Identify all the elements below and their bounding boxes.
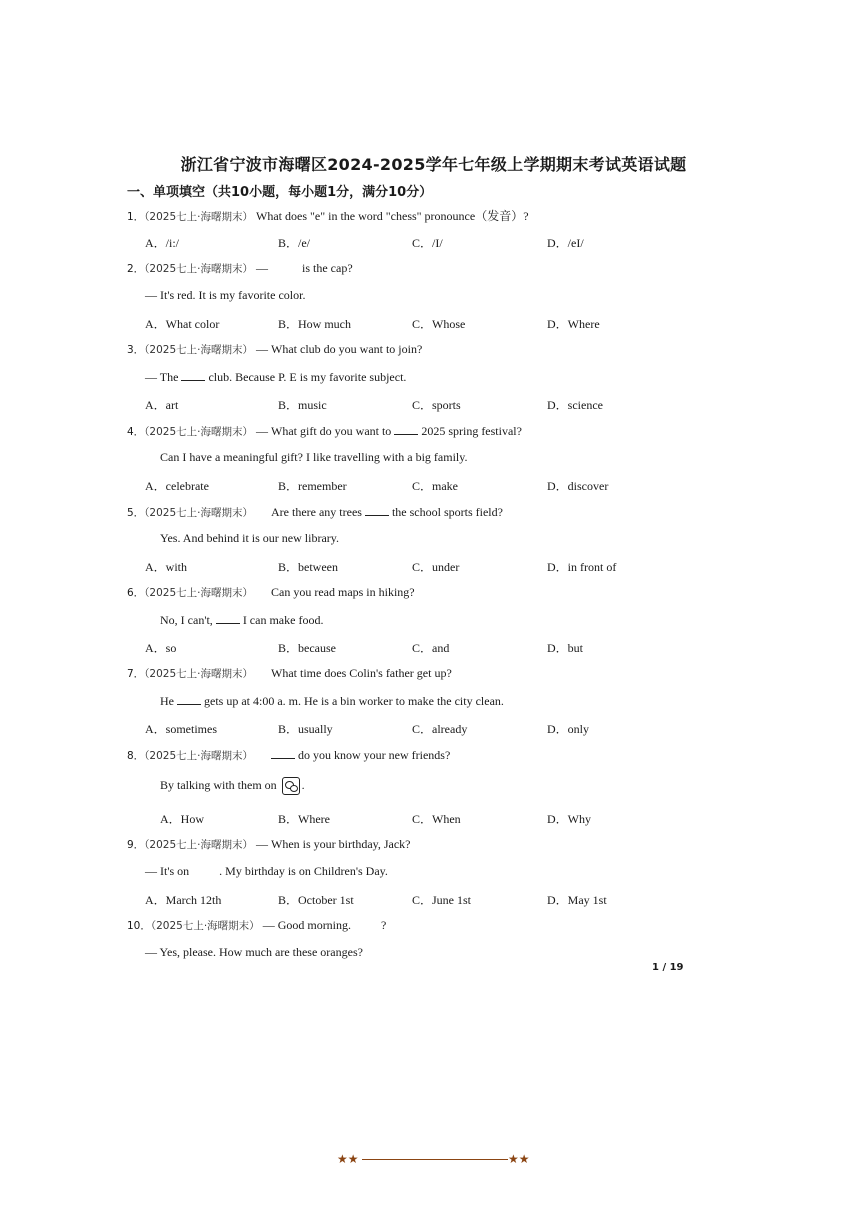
answer-blank[interactable] [365, 504, 389, 516]
answer-blank[interactable] [394, 423, 418, 435]
answer-line [145, 864, 388, 879]
page-number: 1 / 19 [652, 962, 684, 973]
question-2 [127, 261, 353, 276]
question-stem: Can you read maps in hiking? [271, 585, 415, 599]
answer-text: By talking with them on [160, 777, 277, 792]
option-a[interactable]: A．art [145, 398, 179, 412]
option-a[interactable]: A．March 12th [145, 893, 222, 907]
question-stem-cont: ? [381, 918, 387, 932]
option-a[interactable]: A．with [145, 560, 188, 574]
question-number: 8． [127, 750, 145, 762]
question-stem: What time does Colin's father get up? [271, 666, 452, 680]
option-a[interactable]: A．How [160, 812, 204, 826]
option-b[interactable]: B．between [278, 560, 338, 574]
question-source: （2025七上·海曙期末） [144, 344, 253, 356]
question-source: （2025七上·海曙期末） [144, 587, 253, 599]
option-c[interactable]: C．already [412, 722, 468, 736]
option-b[interactable]: B．because [278, 641, 336, 655]
option-d[interactable]: D．/eI/ [547, 236, 584, 250]
question-stem-cont: 2025 spring festival? [421, 424, 522, 438]
answer-line [160, 777, 305, 795]
option-d[interactable]: D．in front of [547, 560, 617, 574]
question-source: （2025七上·海曙期末） [144, 750, 253, 762]
question-number: 1． [127, 211, 145, 223]
question-stem: — [256, 261, 268, 275]
page-title: 浙江省宁波市海曙区2024-2025学年七年级上学期期末考试英语试题 [180, 155, 687, 174]
question-7 [127, 666, 452, 681]
option-c[interactable]: C．sports [412, 398, 461, 412]
question-stem: Are there any trees [271, 505, 362, 519]
answer-blank[interactable] [177, 693, 201, 705]
option-c[interactable]: C．under [412, 560, 460, 574]
question-8 [127, 747, 450, 763]
answer-line [145, 369, 406, 385]
option-d[interactable]: D．May 1st [547, 893, 607, 907]
question-source: （2025七上·海曙期末） [144, 211, 253, 223]
question-source: （2025七上·海曙期末） [144, 507, 253, 519]
option-b[interactable]: B．remember [278, 479, 347, 493]
question-3 [127, 342, 422, 357]
answer-text: — It's on [145, 864, 190, 878]
question-source: （2025七上·海曙期末） [144, 263, 253, 275]
option-d[interactable]: D．discover [547, 479, 609, 493]
question-4 [127, 423, 522, 439]
question-stem: — What gift do you want to [256, 424, 392, 438]
answer-blank[interactable] [216, 612, 240, 624]
answer-blank[interactable] [271, 747, 295, 759]
option-b[interactable]: B．How much [278, 317, 351, 331]
question-number: 2． [127, 263, 145, 275]
option-d[interactable]: D．but [547, 641, 584, 655]
option-c[interactable]: C．and [412, 641, 450, 655]
answer-text: — The [145, 370, 179, 384]
option-c[interactable]: C．June 1st [412, 893, 472, 907]
option-b[interactable]: B．/e/ [278, 236, 310, 250]
footer-ornament [337, 1151, 533, 1167]
question-10 [127, 918, 386, 933]
answer-blank[interactable] [181, 369, 205, 381]
question-9 [127, 837, 411, 852]
question-source: （2025七上·海曙期末） [144, 426, 253, 438]
answer-text-cont: club. Because P. E is my favorite subject. [208, 370, 407, 384]
star-icon: ★★ [508, 1152, 530, 1166]
option-c[interactable]: C．Whose [412, 317, 466, 331]
question-number: 10． [127, 920, 151, 932]
question-stem: — When is your birthday, Jack? [256, 837, 411, 851]
answer-line [160, 612, 323, 628]
option-b[interactable]: B．music [278, 398, 327, 412]
option-b[interactable]: B．usually [278, 722, 333, 736]
question-1 [127, 207, 529, 224]
answer-text-cont: . My birthday is on Children's Day. [219, 864, 388, 878]
question-5 [127, 504, 503, 520]
answer-line [160, 693, 504, 709]
answer-line: — It's red. It is my favorite color. [145, 288, 306, 302]
question-number: 4． [127, 426, 145, 438]
question-number: 9． [127, 839, 145, 851]
question-6 [127, 585, 415, 600]
wechat-icon [282, 777, 300, 795]
question-number: 7． [127, 668, 145, 680]
option-d[interactable]: D．Where [547, 317, 600, 331]
option-a[interactable]: A．/i:/ [145, 236, 180, 250]
answer-line: Can I have a meaningful gift? I like travelling with a big family. [160, 450, 468, 464]
question-source: （2025七上·海曙期末） [144, 839, 253, 851]
question-stem: What does "e" in the word "chess" pronounce（发音）? [256, 209, 529, 223]
question-stem: — What club do you want to join? [256, 342, 423, 356]
question-source: （2025七上·海曙期末） [150, 920, 260, 932]
question-stem: — Good morning. [262, 918, 352, 932]
answer-text-cont: gets up at 4:00 a. m. He is a bin worker to make the city clean. [204, 694, 504, 708]
option-b[interactable]: B．Where [278, 812, 330, 826]
option-d[interactable]: D．science [547, 398, 603, 412]
option-b[interactable]: B．October 1st [278, 893, 354, 907]
option-a[interactable]: A．celebrate [145, 479, 209, 493]
answer-text-cont: I can make food. [242, 613, 324, 627]
question-stem-cont: is the cap? [302, 261, 353, 275]
question-number: 6． [127, 587, 145, 599]
option-d[interactable]: D．only [547, 722, 590, 736]
option-d[interactable]: D．Why [547, 812, 591, 826]
option-a[interactable]: A．sometimes [145, 722, 217, 736]
question-number: 5． [127, 507, 145, 519]
divider [362, 1159, 508, 1160]
answer-text: He [160, 694, 174, 708]
answer-line: Yes. And behind it is our new library. [160, 531, 339, 545]
question-stem: do you know your new friends? [298, 748, 451, 762]
section-heading: 一、单项填空（共10小题，每小题1分，满分10分） [127, 185, 433, 200]
question-number: 3． [127, 344, 145, 356]
answer-line: — Yes, please. How much are these oranges? [145, 945, 363, 959]
option-c[interactable]: C．When [412, 812, 461, 826]
option-a[interactable]: A．What color [145, 317, 220, 331]
option-a[interactable]: A．so [145, 641, 177, 655]
answer-text: No, I can't, [160, 613, 213, 627]
option-c[interactable]: C．make [412, 479, 458, 493]
option-c[interactable]: C．/I/ [412, 236, 443, 250]
answer-text-cont: . [301, 777, 305, 792]
star-icon: ★★ [337, 1152, 359, 1166]
question-stem-cont: the school sports field? [391, 505, 503, 519]
question-source: （2025七上·海曙期末） [144, 668, 253, 680]
